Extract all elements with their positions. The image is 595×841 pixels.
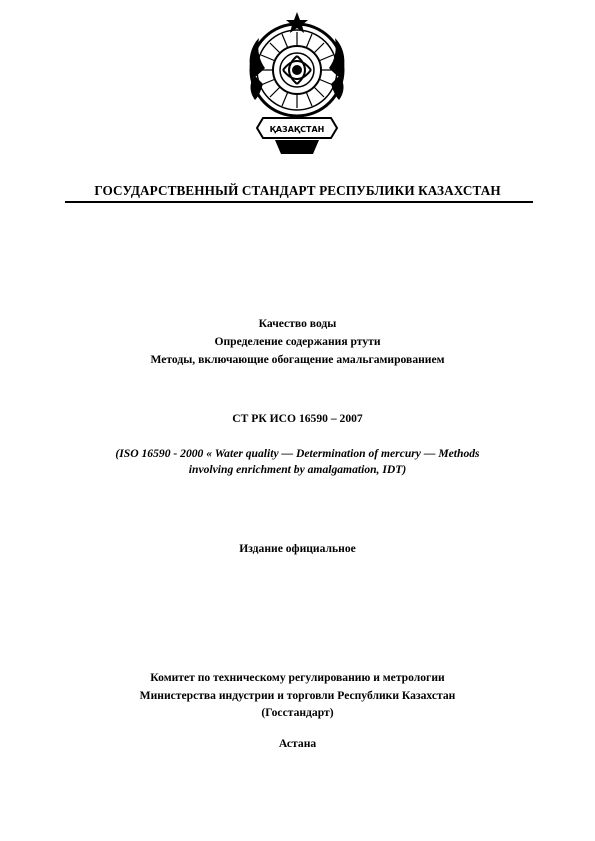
svg-text:ҚАЗАҚСТАН: ҚАЗАҚСТАН	[269, 125, 325, 134]
publisher-line-2: Министерства индустрии и торговли Республики Казахстан	[139, 688, 456, 702]
standard-code: СТ РК ИСО 16590 – 2007	[232, 412, 363, 425]
title-line-1: Качество воды	[258, 317, 337, 330]
state-emblem-icon	[245, 8, 349, 168]
edition-label: Издание официальное	[239, 542, 356, 555]
publisher-line-3: (Госстандарт)	[261, 706, 334, 719]
publication-city: Астана	[278, 737, 317, 750]
header-divider	[65, 201, 533, 203]
title-line-2: Определение содержания ртути	[214, 335, 381, 348]
publisher-line-1: Комитет по техническому регулированию и метрологии	[150, 671, 445, 684]
title-line-3: Методы, включающие обогащение амальгамированием	[150, 353, 445, 366]
document-header-title: ГОСУДАРСТВЕННЫЙ СТАНДАРТ РЕСПУБЛИКИ КАЗАХСТАН	[94, 183, 501, 198]
publisher-block	[0, 669, 595, 722]
international-reference-line-2: involving enrichment by amalgamation, IDT)	[188, 463, 407, 476]
international-reference-line-1: (ISO 16590 - 2000 « Water quality — Determination of mercury — Methods	[115, 447, 480, 460]
document-title	[0, 315, 595, 369]
international-reference	[0, 446, 595, 478]
